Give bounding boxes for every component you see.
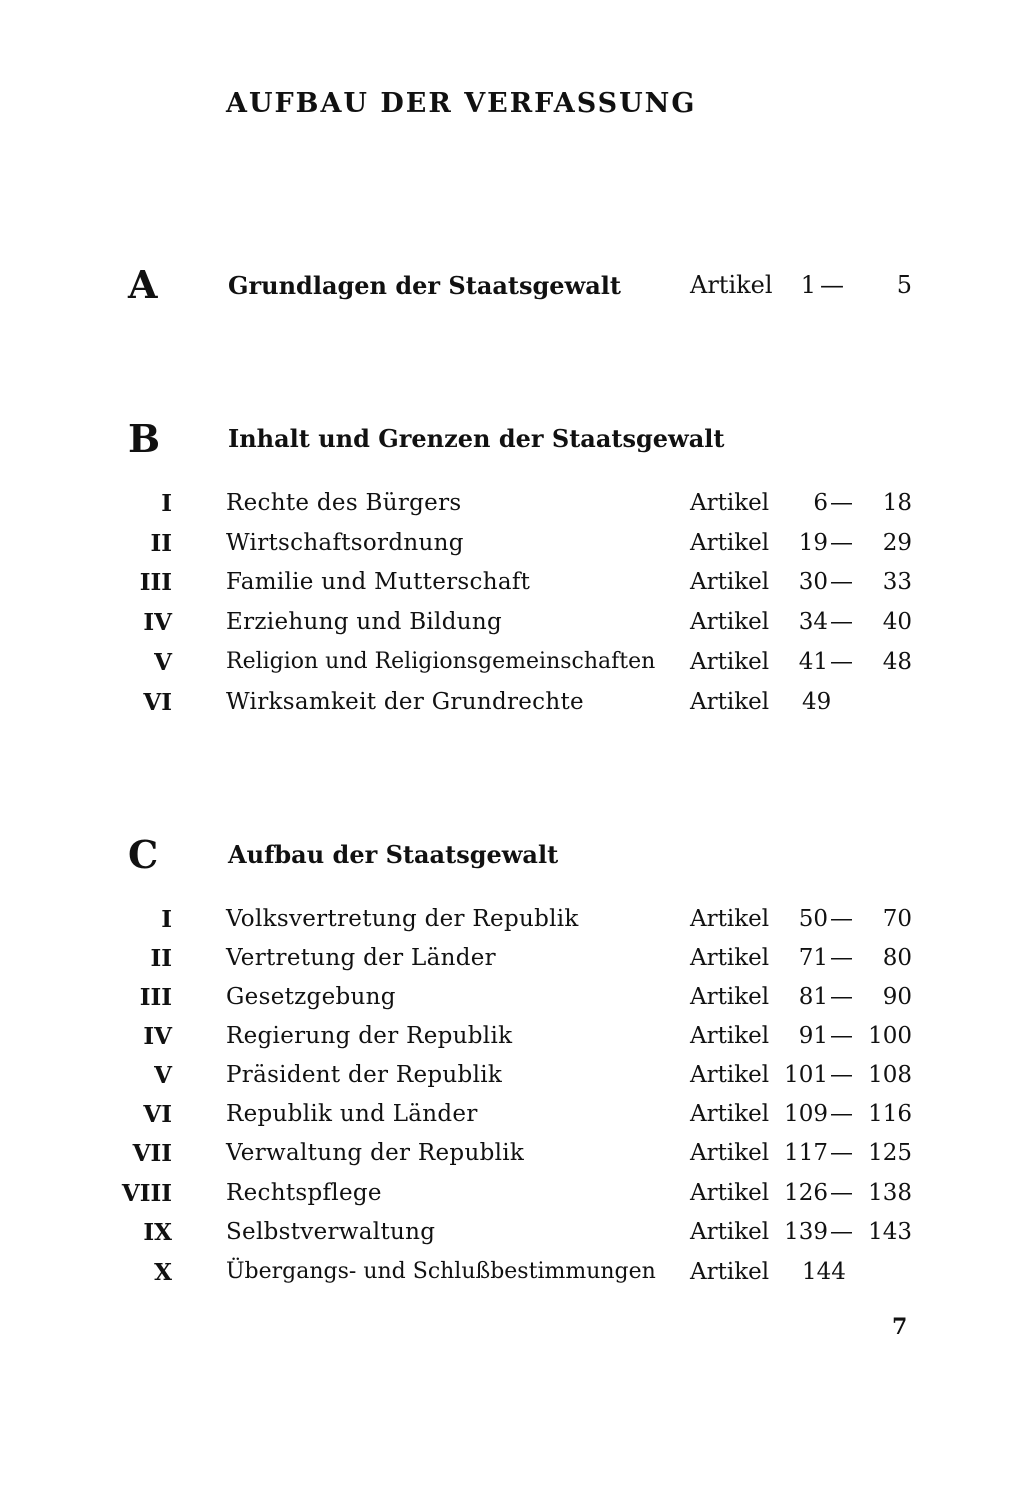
- list-item: [0, 906, 1024, 940]
- range-dash: —: [830, 984, 853, 1010]
- range-start: 34: [798, 609, 828, 635]
- artikel-label: Artikel: [690, 1101, 770, 1127]
- roman-numeral: IV: [143, 609, 172, 636]
- roman-numeral: VI: [143, 689, 172, 716]
- chapter-label: Familie und Mutterschaft: [226, 569, 531, 595]
- chapter-label: Präsident der Republik: [226, 1062, 503, 1088]
- page-title: AUFBAU DER VERFASSUNG: [226, 88, 697, 119]
- artikel-label: Artikel: [690, 906, 770, 932]
- range-start: 144: [802, 1259, 846, 1285]
- range-dash: —: [830, 906, 853, 932]
- range-start: 109: [784, 1101, 828, 1127]
- range-end: 116: [868, 1101, 912, 1127]
- list-item: [0, 689, 1024, 723]
- range-end: 48: [882, 649, 912, 675]
- chapter-label: Selbstverwaltung: [226, 1219, 436, 1245]
- section-a-letter: A: [128, 262, 158, 307]
- list-item: [0, 609, 1024, 643]
- artikel-label: Artikel: [690, 649, 770, 675]
- artikel-label: Artikel: [690, 609, 770, 635]
- roman-numeral: II: [150, 945, 172, 972]
- list-item: [0, 530, 1024, 564]
- range-end: 90: [882, 984, 912, 1010]
- list-item: [0, 1023, 1024, 1057]
- chapter-label: Volksvertretung der Republik: [226, 906, 579, 932]
- range-dash: —: [830, 1180, 853, 1206]
- section-b-title: Inhalt und Grenzen der Staatsgewalt: [228, 424, 725, 453]
- list-item: [0, 1259, 1024, 1293]
- range-dash: —: [830, 530, 853, 556]
- section-c-title: Aufbau der Staatsgewalt: [228, 840, 559, 869]
- chapter-label: Regierung der Republik: [226, 1023, 513, 1049]
- range-end: 33: [882, 569, 912, 595]
- range-start: 101: [784, 1062, 828, 1088]
- chapter-label: Rechte des Bürgers: [226, 490, 462, 516]
- range-end: 80: [882, 945, 912, 971]
- range-dash: —: [830, 1101, 853, 1127]
- artikel-label: Artikel: [690, 490, 770, 516]
- artikel-label: Artikel: [690, 945, 770, 971]
- chapter-label: Wirtschaftsordnung: [226, 530, 464, 556]
- roman-numeral: VIII: [121, 1180, 172, 1207]
- roman-numeral: III: [139, 569, 172, 596]
- range-end: 138: [868, 1180, 912, 1206]
- roman-numeral: II: [150, 530, 172, 557]
- chapter-label: Rechtspflege: [226, 1180, 382, 1206]
- range-start: 91: [798, 1023, 828, 1049]
- range-end: 108: [868, 1062, 912, 1088]
- artikel-label: Artikel: [690, 1259, 770, 1285]
- range-dash: —: [830, 569, 853, 595]
- artikel-label: Artikel: [690, 689, 770, 715]
- range-end: 40: [882, 609, 912, 635]
- section-a-title: Grundlagen der Staatsgewalt: [228, 271, 621, 300]
- range-dash: —: [830, 1023, 853, 1049]
- range-dash: —: [830, 1219, 853, 1245]
- chapter-label: Übergangs- und Schlußbestimmungen: [226, 1259, 656, 1284]
- list-item: [0, 1101, 1024, 1135]
- roman-numeral: X: [154, 1259, 172, 1286]
- section-b-letter: B: [128, 416, 161, 461]
- artikel-label: Artikel: [690, 530, 770, 556]
- range-start: 50: [798, 906, 828, 932]
- list-item: [0, 984, 1024, 1018]
- list-item: [0, 1062, 1024, 1096]
- range-start: 117: [784, 1140, 828, 1166]
- list-item: [0, 1140, 1024, 1174]
- range-start: 41: [798, 649, 828, 675]
- range-end: 143: [868, 1219, 912, 1245]
- range-end: 18: [882, 490, 912, 516]
- range-start: 19: [798, 530, 828, 556]
- range-dash: —: [830, 945, 853, 971]
- list-item: [0, 569, 1024, 603]
- artikel-label: Artikel: [690, 984, 770, 1010]
- range-dash: —: [830, 649, 853, 675]
- range-start: 126: [784, 1180, 828, 1206]
- roman-numeral: VII: [132, 1140, 172, 1167]
- roman-numeral: V: [154, 1062, 172, 1089]
- section-a-article-range: [0, 271, 1024, 305]
- artikel-label: Artikel: [690, 1023, 770, 1049]
- roman-numeral: I: [161, 490, 172, 517]
- range-start: 1: [800, 271, 816, 299]
- range-end: 70: [882, 906, 912, 932]
- list-item: [0, 1219, 1024, 1253]
- chapter-label: Verwaltung der Republik: [226, 1140, 525, 1166]
- range-end: 5: [896, 271, 912, 299]
- range-dash: —: [830, 490, 853, 516]
- range-dash: —: [830, 1062, 853, 1088]
- roman-numeral: VI: [143, 1101, 172, 1128]
- roman-numeral: III: [139, 984, 172, 1011]
- chapter-label: Erziehung und Bildung: [226, 609, 502, 635]
- chapter-label: Vertretung der Länder: [226, 945, 496, 971]
- artikel-label: Artikel: [690, 1219, 770, 1245]
- range-start: 81: [798, 984, 828, 1010]
- chapter-label: Republik und Länder: [226, 1101, 478, 1127]
- range-start: 71: [798, 945, 828, 971]
- roman-numeral: V: [154, 649, 172, 676]
- range-start: 6: [813, 490, 828, 516]
- range-dash: —: [820, 271, 844, 299]
- artikel-label: Artikel: [690, 271, 773, 299]
- page-number: 7: [892, 1314, 908, 1340]
- roman-numeral: IX: [143, 1219, 172, 1246]
- range-end: 29: [882, 530, 912, 556]
- range-dash: —: [830, 609, 853, 635]
- range-dash: —: [830, 1140, 853, 1166]
- list-item: [0, 649, 1024, 683]
- section-c-letter: C: [128, 832, 159, 877]
- chapter-label: Gesetzgebung: [226, 984, 396, 1010]
- artikel-label: Artikel: [690, 1180, 770, 1206]
- list-item: [0, 1180, 1024, 1214]
- range-end: 125: [868, 1140, 912, 1166]
- list-item: [0, 945, 1024, 979]
- range-start: 30: [798, 569, 828, 595]
- artikel-label: Artikel: [690, 1140, 770, 1166]
- range-end: 100: [868, 1023, 912, 1049]
- roman-numeral: I: [161, 906, 172, 933]
- artikel-label: Artikel: [690, 1062, 770, 1088]
- chapter-label: Religion und Religionsgemeinschaften: [226, 649, 656, 674]
- artikel-label: Artikel: [690, 569, 770, 595]
- roman-numeral: IV: [143, 1023, 172, 1050]
- range-start: 139: [784, 1219, 828, 1245]
- range-start: 49: [802, 689, 832, 715]
- list-item: [0, 490, 1024, 524]
- chapter-label: Wirksamkeit der Grundrechte: [226, 689, 584, 715]
